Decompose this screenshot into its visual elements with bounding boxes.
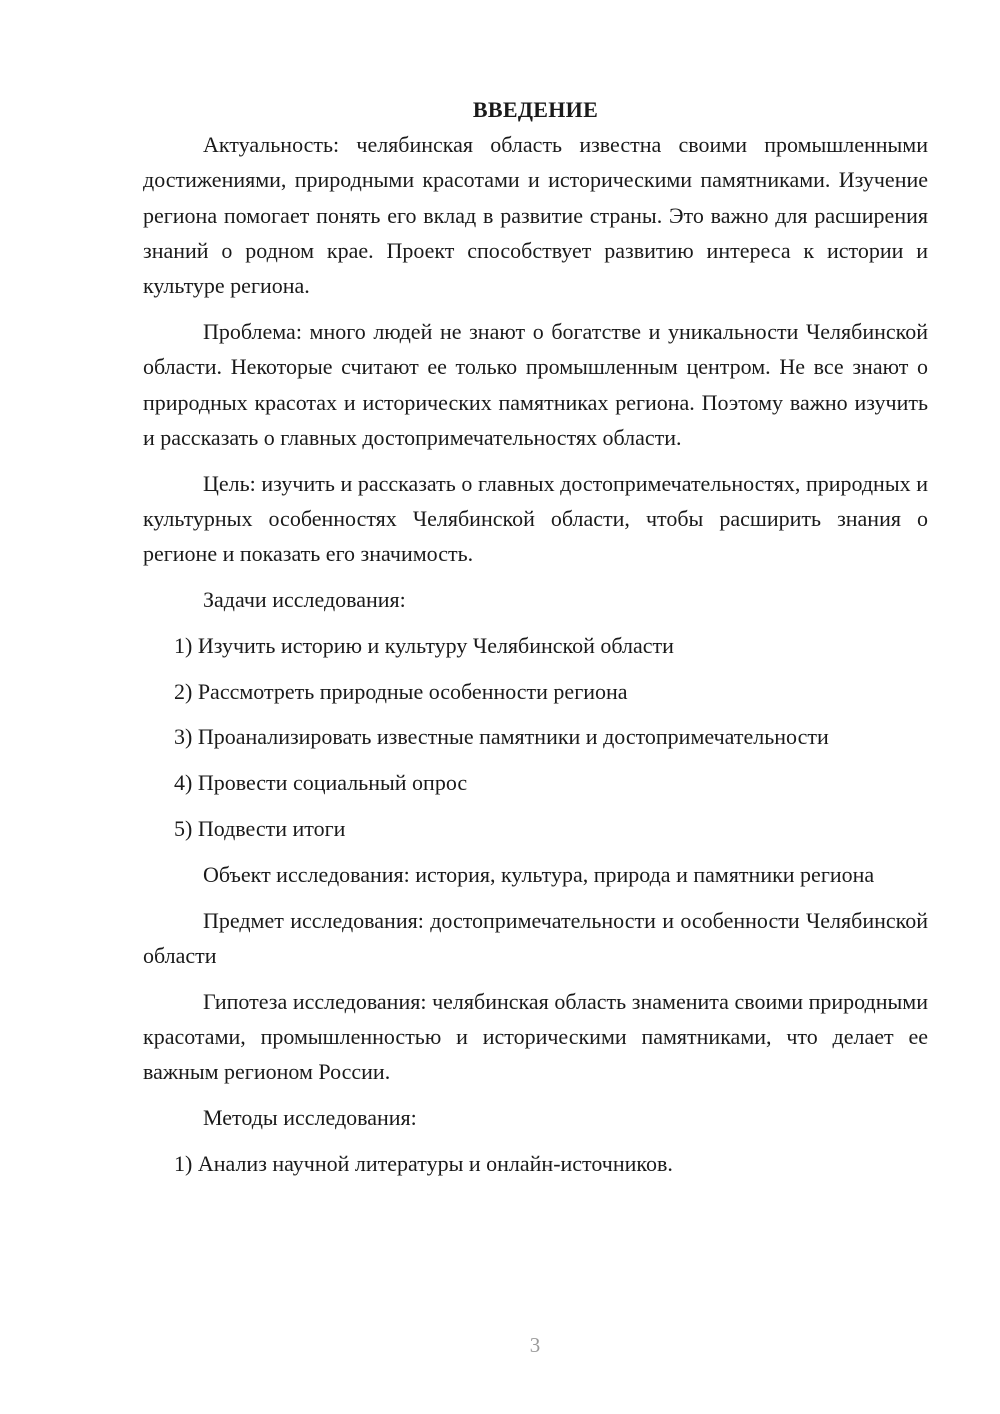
tasks-heading: Задачи исследования: xyxy=(203,587,406,613)
list-item: 3) Проанализировать известные памятники и достопримечательности xyxy=(174,724,829,750)
relevance-paragraph: Актуальность: челябинская область известна своими промышленными достижениями, природными красотами и историческими памятниками. Изучение региона помогает понять его вклад в развитие страны. Это важно для расширения знаний о родном крае. Проект способствует развитию интереса к истории и культуре региона. xyxy=(143,132,928,299)
list-item: 4) Провести социальный опрос xyxy=(174,770,468,796)
hypothesis-paragraph: Гипотеза исследования: челябинская область знаменита своими природными красотами, промышленностью и историческими памятниками, что делает ее важным регионом России. xyxy=(143,988,928,1085)
list-item: 1) Анализ научной литературы и онлайн-источников. xyxy=(174,1150,673,1176)
list-item: 5) Подвести итоги xyxy=(174,816,346,842)
object-paragraph: Объект исследования: история, культура, природа и памятники региона xyxy=(203,861,875,887)
subject-paragraph: Предмет исследования: достопримечательности и особенности Челябинской области xyxy=(143,907,928,968)
methods-list xyxy=(143,1146,928,1181)
goal-paragraph: Цель: изучить и рассказать о главных достопримечательностях, природных и культурных особенностях Челябинской области, чтобы расширить знания о регионе и показать его значимость. xyxy=(143,470,928,567)
page-number: 3 xyxy=(529,1333,541,1357)
methods-heading: Методы исследования: xyxy=(203,1105,417,1131)
tasks-list xyxy=(143,628,928,846)
list-item: 2) Рассмотреть природные особенности региона xyxy=(174,678,628,704)
document-body xyxy=(143,92,928,1192)
page-title: ВВЕДЕНИЕ xyxy=(472,97,599,122)
problem-paragraph: Проблема: много людей не знают о богатстве и уникальности Челябинской области. Некоторые считают ее только промышленным центром. Не все знают о природных красотах и исторических памятниках региона. Поэтому важно изучить и рассказать о главных достопримечательностях области. xyxy=(143,318,928,450)
list-item: 1) Изучить историю и культуру Челябинской области xyxy=(174,632,674,658)
